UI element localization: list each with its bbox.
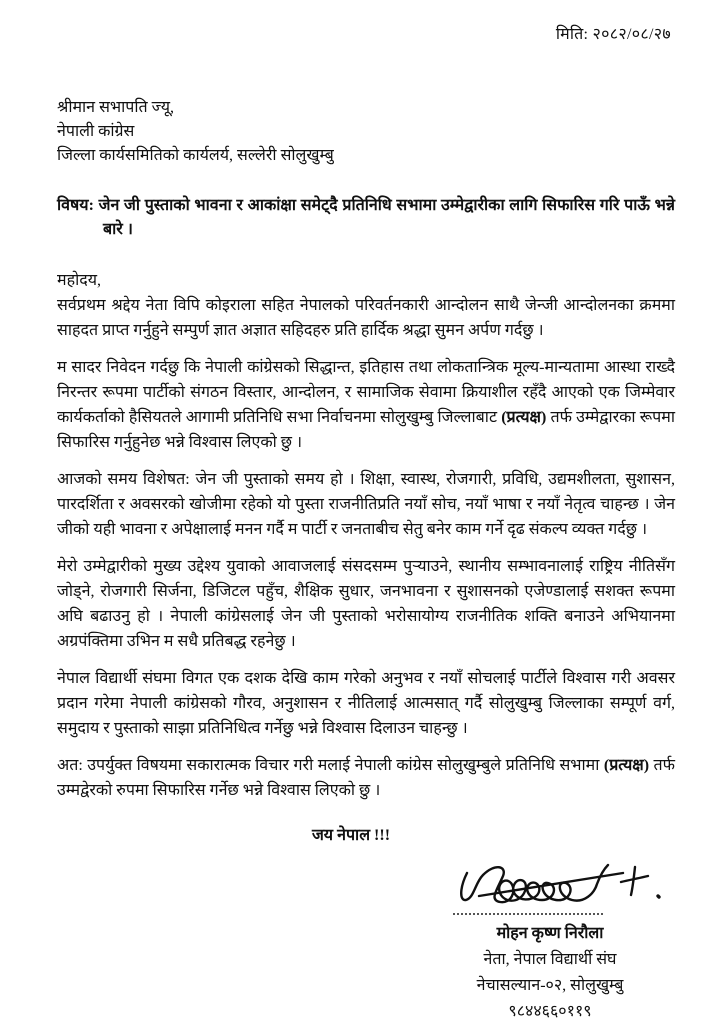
paragraph-2 bbox=[57, 355, 675, 455]
closing-slogan: जय नेपाल !!! bbox=[311, 827, 391, 844]
recipient-office-address: जिल्ला कार्यसमितिको कार्यलर्य, सल्लेरी सोलुखुम्बु bbox=[57, 147, 334, 164]
paragraph-3-text: आजको समय विशेषत: जेन जी पुस्ताको समय हो । शिक्षा, स्वास्थ, रोजगारी, प्रविधि, उद्यमशीलता, सुशासन, पारदर्शिता र अवसरको खोजीमा रहेको यो पुस्ता राजनीतिप्रति नयाँ सोच, नयाँ भाषा र नयाँ नेतृत्व चाहन्छ । जेन जीको यही भावना र अपेक्षालाई मनन गर्दै म पार्टी र जनताबीच सेतु बनेर काम गर्ने दृढ संकल्प व्यक्त गर्दछु । bbox=[57, 471, 675, 538]
signature-block bbox=[425, 851, 675, 1025]
paragraph-5 bbox=[57, 666, 675, 741]
letter-date: मिति: २०८२/०८/२७ bbox=[555, 26, 671, 43]
paragraph-2-text-post: तर्फ उम्मेद्वारका रूपमा सिफारिस गर्नुहुनेछ भन्ने विश्वास लिएको छु । bbox=[57, 409, 675, 451]
paragraph-1 bbox=[57, 293, 675, 343]
paragraph-6-bold-term: (प्रत्यक्ष) bbox=[603, 757, 650, 774]
paragraph-1-text: सर्वप्रथम श्रद्देय नेता विपि कोइराला सहित नेपालको परिवर्तनकारी आन्दोलन साथै जेन्जी आन्दोलनका क्रममा साहदत प्राप्त गर्नुहुने सम्पुर्ण ज्ञात अज्ञात सहिदहरु प्रति हार्दिक श्रद्धा सुमन अर्पण गर्दछु । bbox=[57, 297, 675, 339]
paragraph-3 bbox=[57, 467, 675, 542]
signature-dotted-line bbox=[453, 913, 603, 915]
salutation: महोदय, bbox=[57, 272, 101, 289]
subject-line: विषय: जेन जी पुस्ताको भावना र आकांक्षा समेट्दै प्रतिनिधि सभामा उम्मेद्वारीका लागि सिफारिस गरि पाऊँ भन्ने बारे । bbox=[57, 197, 675, 238]
paragraph-6 bbox=[57, 753, 675, 803]
paragraph-2-bold-term: (प्रत्यक्ष) bbox=[501, 409, 547, 426]
recipient-name: श्रीमान सभापति ज्यू, bbox=[57, 99, 175, 116]
signatory-title: नेता, नेपाल विद्यार्थी संघ bbox=[483, 951, 617, 968]
paragraph-4 bbox=[57, 554, 675, 654]
handwritten-signature-icon bbox=[445, 851, 675, 913]
signatory-address: नेचासल्यान-०२, सोलुखुम्बु bbox=[476, 977, 624, 994]
recipient-block bbox=[57, 96, 675, 168]
signatory-phone: ९८४४६६०११९ bbox=[508, 1003, 592, 1020]
paragraph-6-text-pre: अत: उपर्युक्त विषयमा सकारात्मक विचार गरी मलाई नेपाली कांग्रेस सोलुखुम्बुले प्रतिनिधि सभामा bbox=[57, 757, 604, 774]
paragraph-5-text: नेपाल विद्यार्थी संघमा विगत एक दशक देखि काम गरेको अनुभव र नयाँ सोचलाई पार्टीले विश्वास गरी अवसर प्रदान गरेमा नेपाली कांग्रेसको गौरव, अनुशासन र नीतिलाई आत्मसात् गर्दै सोलुखुम्बु जिल्लाका सम्पूर्ण वर्ग, समुदाय र पुस्ताको साझा प्रतिनिधित्व गर्नेछु भन्ने विश्वास दिलाउन चाहन्छु । bbox=[57, 670, 675, 737]
signatory-name: मोहन कृष्ण निरौला bbox=[496, 925, 604, 942]
recipient-organization: नेपाली कांग्रेस bbox=[57, 123, 135, 140]
paragraph-4-text: मेरो उम्मेद्वारीको मुख्य उद्देश्य युवाको आवाजलाई संसदसम्म पुऱ्याउने, स्थानीय सम्भावनालाई राष्ट्रिय नीतिसँग जोड्ने, रोजगारी सिर्जना, डिजिटल पहुँच, शैक्षिक सुधार, जनभावना र सुशासनको एजेण्डालाई सशक्त रूपमा अघि बढाउनु हो । नेपाली कांग्रेसलाई जेन जी पुस्ताको भरोसायोग्य राजनीतिक शक्ति बनाउने अभियानमा अग्रपंक्तिमा उभिन म सधै प्रतिबद्ध रहनेछु । bbox=[57, 558, 675, 650]
paragraph-2-text-pre: म सादर निवेदन गर्दछु कि नेपाली कांग्रेसको सिद्धान्त, इतिहास तथा लोकतान्त्रिक मूल्य-मान्यतामा आस्था राख्दै निरन्तर रूपमा पार्टीको संगठन विस्तार, आन्दोलन, र सामाजिक सेवामा क्रियाशील रहँदै आएको एक जिम्मेवार कार्यकर्ताको हैसियतले आगामी प्रतिनिधि सभा निर्वाचनमा सोलुखुम्बु जिल्लाबाट bbox=[57, 359, 675, 426]
paragraph-6-text-post: तर्फ उम्मद्वेरको रुपमा सिफारिस गर्नेछ भन्ने विश्वास लिएको छु । bbox=[57, 757, 675, 799]
